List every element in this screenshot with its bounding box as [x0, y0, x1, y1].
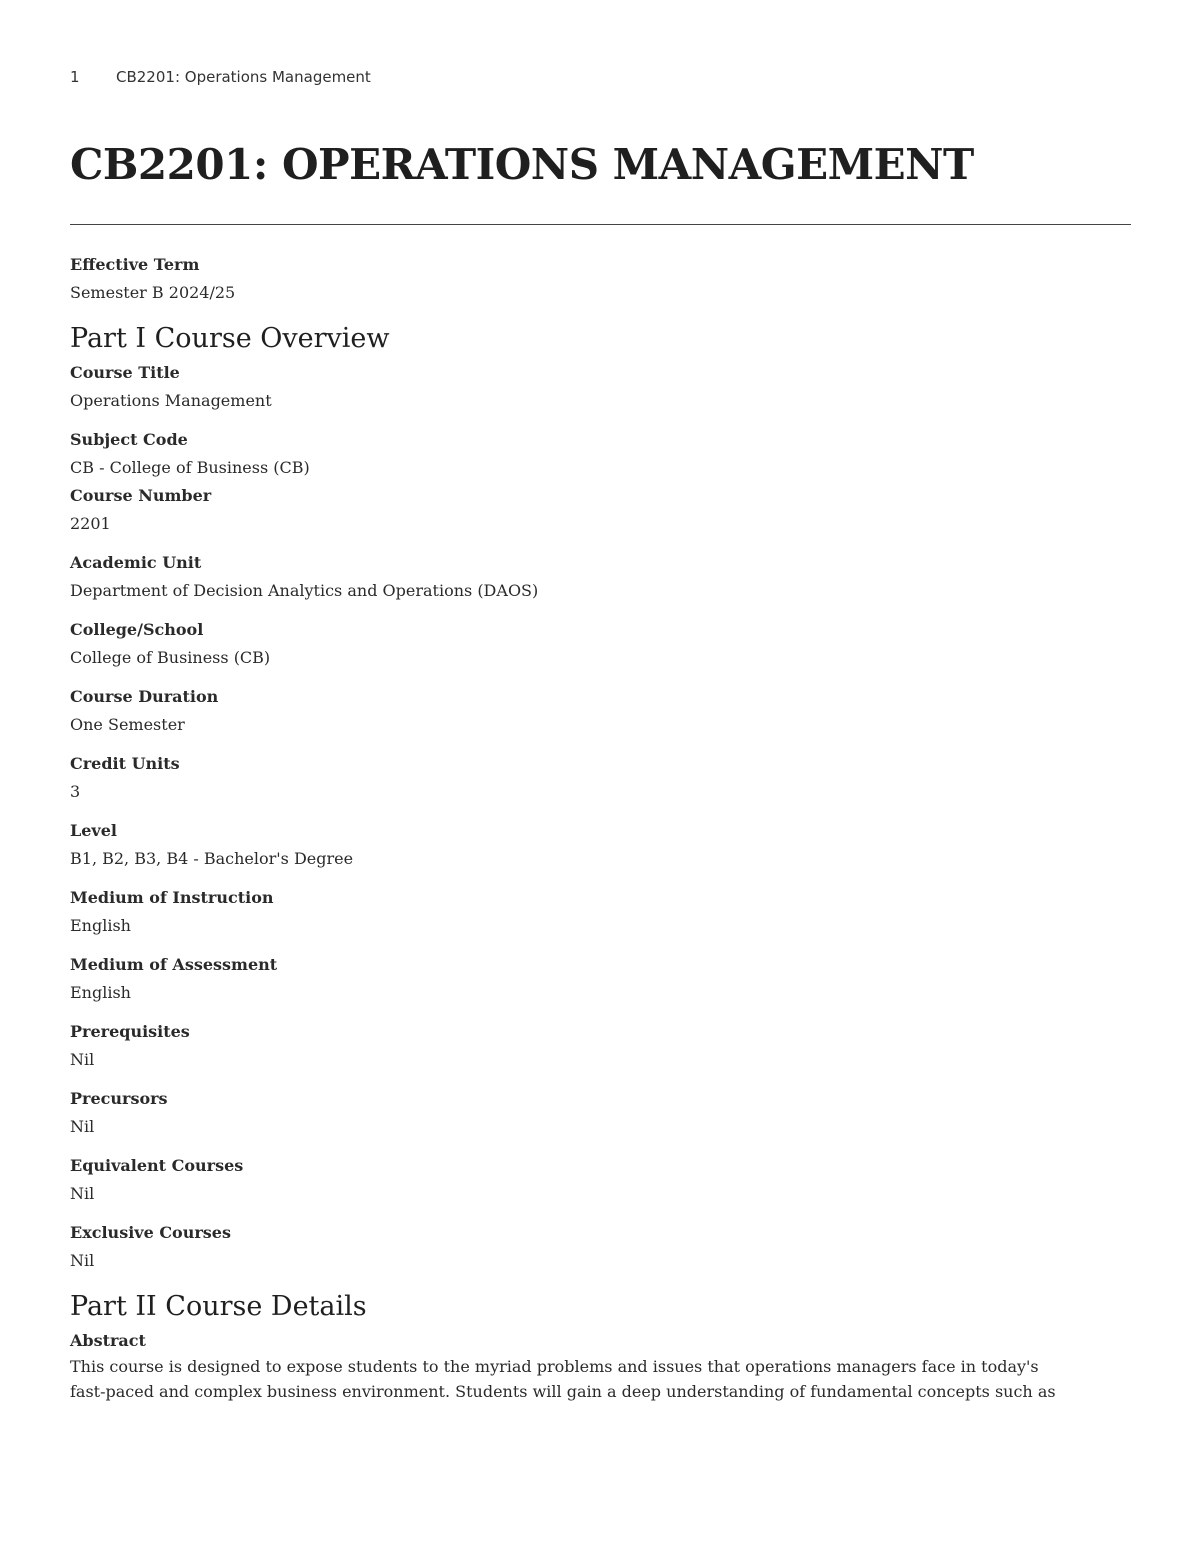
field-label: Course Title — [70, 363, 180, 382]
field-value: College of Business (CB) — [70, 648, 271, 667]
course-content — [70, 252, 1131, 1404]
field-label: Course Duration — [70, 687, 219, 706]
field-value: Nil — [70, 1050, 95, 1069]
page-title: CB2201: OPERATIONS MANAGEMENT — [70, 140, 974, 189]
field-value: 2201 — [70, 514, 111, 533]
field-subject-code — [70, 427, 1131, 483]
abstract-text — [70, 1354, 1110, 1404]
field-value: CB - College of Business (CB) — [70, 458, 310, 477]
field-course-title — [70, 360, 1131, 416]
section-heading-part1: Part I Course Overview — [70, 323, 390, 354]
field-value: Operations Management — [70, 391, 272, 410]
abstract-line: fast-paced and complex business environment. Students will gain a deep understanding of fundamental concepts such as — [70, 1382, 1056, 1401]
effective-term-label: Effective Term — [70, 255, 200, 274]
field-value: Department of Decision Analytics and Operations (DAOS) — [70, 581, 539, 600]
field-label: Course Number — [70, 486, 212, 505]
section-heading-part2: Part II Course Details — [70, 1291, 367, 1322]
field-course-duration — [70, 684, 1131, 740]
field-label: Credit Units — [70, 754, 180, 773]
field-label: Exclusive Courses — [70, 1223, 231, 1242]
field-college-school — [70, 617, 1131, 673]
field-value: English — [70, 983, 131, 1002]
field-equivalent-courses — [70, 1153, 1131, 1209]
field-level — [70, 818, 1131, 874]
field-label: Precursors — [70, 1089, 168, 1108]
field-label: Equivalent Courses — [70, 1156, 244, 1175]
page-number: 1 — [70, 68, 80, 86]
abstract-label: Abstract — [70, 1331, 146, 1350]
field-medium-of-instruction — [70, 885, 1131, 941]
field-label: Subject Code — [70, 430, 188, 449]
field-academic-unit — [70, 550, 1131, 606]
abstract-line: This course is designed to expose students to the myriad problems and issues that operations managers face in today's — [70, 1357, 1039, 1376]
field-credit-units — [70, 751, 1131, 807]
field-value: Nil — [70, 1117, 95, 1136]
field-label: Academic Unit — [70, 553, 202, 572]
running-title: CB2201: Operations Management — [116, 68, 371, 86]
field-medium-of-assessment — [70, 952, 1131, 1008]
title-divider — [70, 224, 1131, 225]
field-label: College/School — [70, 620, 204, 639]
running-header — [70, 68, 371, 86]
field-value: 3 — [70, 782, 81, 801]
field-precursors — [70, 1086, 1131, 1142]
field-value: Nil — [70, 1251, 95, 1270]
field-label: Level — [70, 821, 117, 840]
effective-term-value: Semester B 2024/25 — [70, 283, 236, 302]
field-value: One Semester — [70, 715, 185, 734]
field-course-number — [70, 483, 1131, 539]
field-value: Nil — [70, 1184, 95, 1203]
field-label: Medium of Assessment — [70, 955, 278, 974]
field-label: Prerequisites — [70, 1022, 190, 1041]
field-value: B1, B2, B3, B4 - Bachelor's Degree — [70, 849, 354, 868]
field-exclusive-courses — [70, 1220, 1131, 1276]
field-prerequisites — [70, 1019, 1131, 1075]
field-value: English — [70, 916, 131, 935]
field-label: Medium of Instruction — [70, 888, 274, 907]
